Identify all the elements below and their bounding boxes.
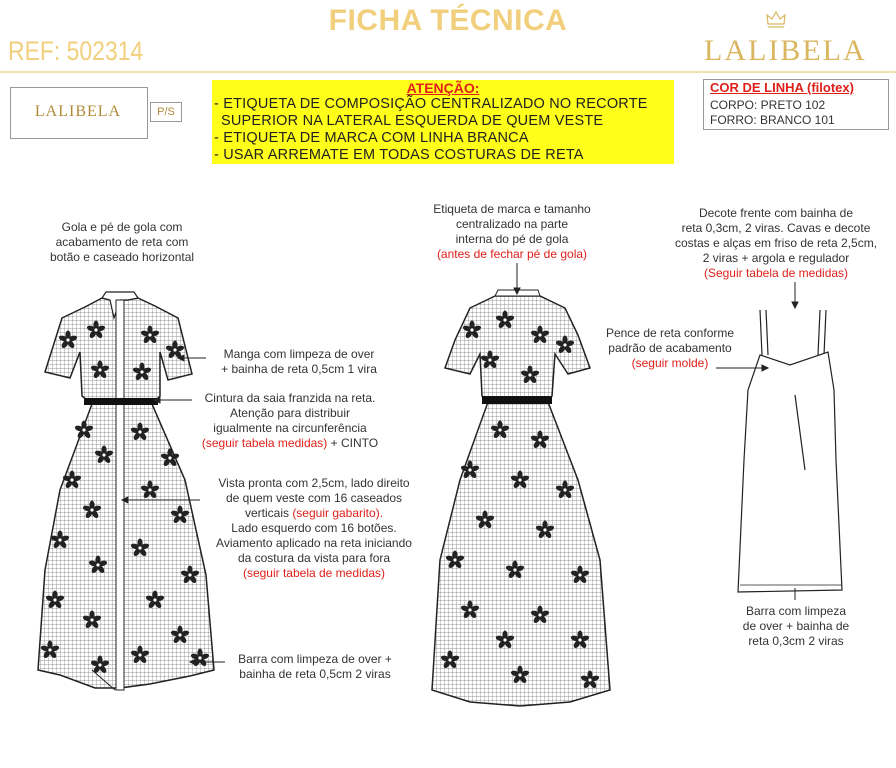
attention-line: - ETIQUETA DE MARCA COM LINHA BRANCA <box>214 130 529 146</box>
note-placket: Vista pronta com 2,5cm, lado direito de quem veste com 16 caseados verticais (seguir gabarito). Lado esquerdo com 16 botões. Aviamento aplicado na reta iniciando da costura da vista para fora (seguir tabela de medidas) <box>216 476 412 580</box>
attention-title: ATENÇÃO: <box>406 80 480 96</box>
attention-line: SUPERIOR NA LATERAL ESQUERDA DE QUEM VESTE <box>221 113 604 129</box>
attention-line: - ETIQUETA DE COMPOSIÇÃO CENTRALIZADO NO RECORTE <box>214 96 648 112</box>
label-tag-brand: LALIBELA <box>34 103 122 120</box>
attention-line: - USAR ARREMATE EM TODAS COSTURAS DE RETA <box>214 147 584 163</box>
label-tag-size: P/S <box>150 102 182 122</box>
note-back-label: Etiqueta de marca e tamanho centralizado na parte interna do pé de gola (antes de fechar pé de gola) <box>433 202 591 261</box>
thread-body: CORPO: PRETO 102 <box>710 98 826 112</box>
thread-color-title: COR DE LINHA (filotex) <box>710 80 854 95</box>
note-dart: Pence de reta conforme padrão de acabamento (seguir molde) <box>605 326 735 370</box>
page-title: FICHA TÉCNICA <box>328 4 568 37</box>
note-hem-front: Barra com limpeza de over + bainha de reta 0,5cm 2 viras <box>238 652 392 681</box>
lining-drawing <box>738 310 842 592</box>
thread-lining: FORRO: BRANCO 101 <box>710 113 835 127</box>
note-lining-hem: Barra com limpeza de over + bainha de reta 0,3cm 2 viras <box>742 604 850 648</box>
note-sleeve: Manga com limpeza de over + bainha de reta 0,5cm 1 vira <box>221 347 377 376</box>
reference-code: REF: 502314 <box>8 36 144 66</box>
note-collar: Gola e pé de gola com acabamento de reta com botão e caseado horizontal <box>49 220 195 264</box>
front-dress-drawing <box>38 292 214 690</box>
back-dress-drawing <box>432 290 610 706</box>
note-waist: Cintura da saia franzida na reta. Atenção para distribuir igualmente na circunferência (seguir tabela medidas) + CINTO <box>201 391 379 450</box>
note-lining-neck: Decote frente com bainha de reta 0,3cm, 2 viras. Cavas e decote costas e alças em friso de reta 2,5cm, 2 viras + argola e regulador (Seguir tabela de medidas) <box>674 206 878 280</box>
brand-logo: LALIBELA <box>704 34 867 67</box>
